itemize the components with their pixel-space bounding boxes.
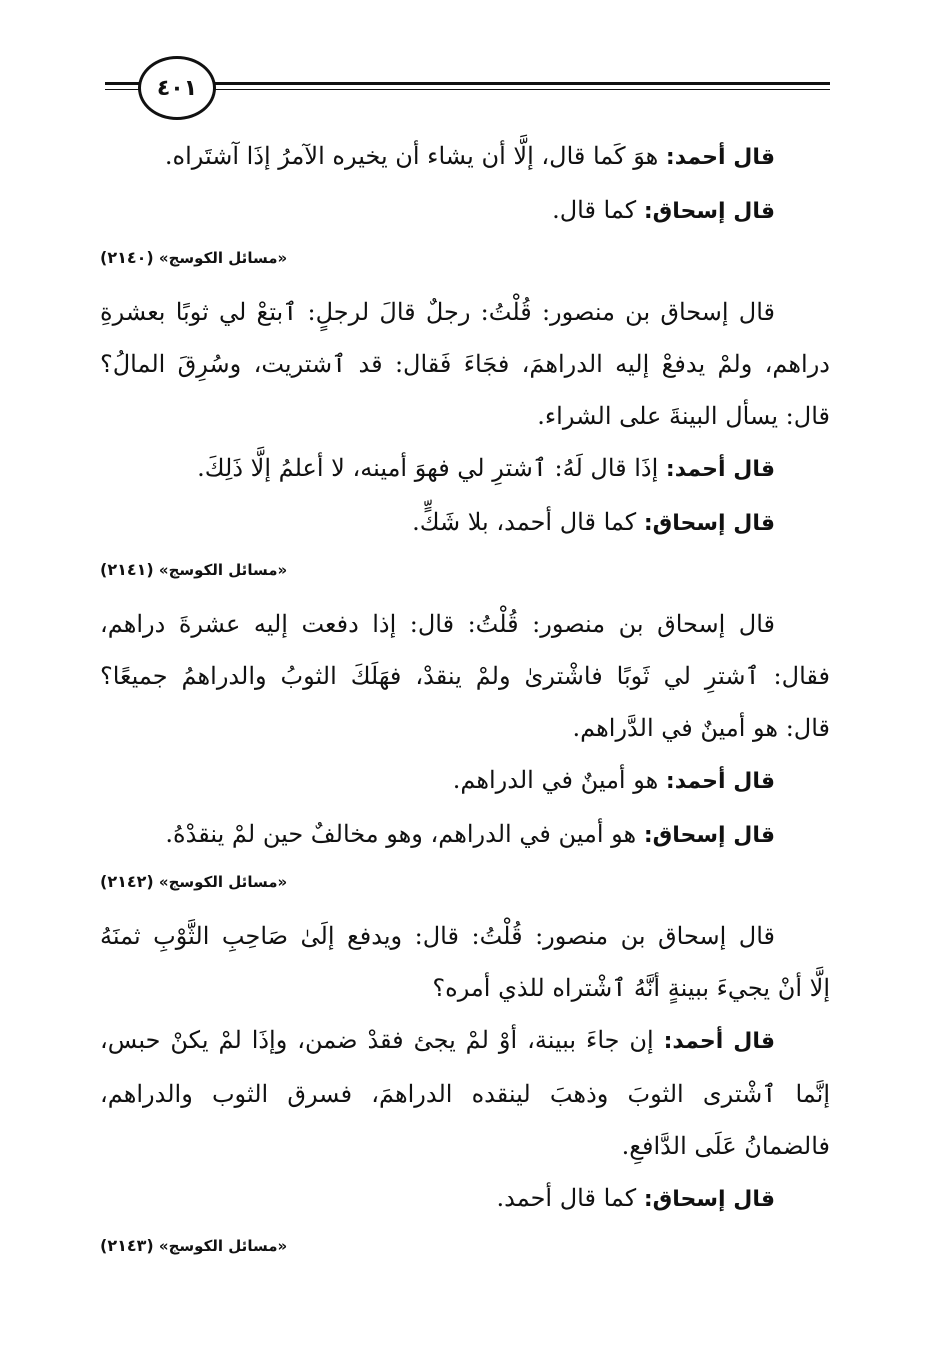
text-line bbox=[100, 338, 830, 390]
source-reference bbox=[100, 244, 830, 272]
line-text: كما قال. bbox=[552, 196, 644, 224]
text-line bbox=[100, 650, 830, 702]
text-line bbox=[100, 1068, 830, 1120]
line-text: هو أمين في الدراهم، وهو مخالفٌ حين لمْ ينقدْهُ. bbox=[165, 820, 644, 848]
speaker-label: قال إسحاق: bbox=[643, 199, 775, 224]
line-text: قال إسحاق بن منصور: قُلْتُ: قال: إذا دفعت إليه عشرةَ دراهم، bbox=[100, 610, 775, 638]
line-text: إنَّما ٱشْترى الثوبَ وذهبَ لينقده الدراهمَ، فسرق الثوب والدراهم، bbox=[100, 1080, 830, 1108]
speaker-label: قال أحمد: bbox=[665, 769, 775, 794]
speaker-label: قال أحمد: bbox=[665, 457, 775, 482]
text-line bbox=[100, 184, 830, 238]
text-line bbox=[100, 1014, 830, 1068]
source-reference bbox=[100, 1232, 830, 1260]
text-line bbox=[100, 598, 830, 650]
text-line bbox=[100, 496, 830, 550]
source-reference bbox=[100, 556, 830, 584]
source-number: (٢١٤٢) bbox=[100, 872, 154, 891]
speaker-label: قال إسحاق: bbox=[643, 511, 775, 536]
speaker-label: قال إسحاق: bbox=[643, 1187, 775, 1212]
text-line bbox=[100, 1120, 830, 1172]
source-label: «مسائل الكوسج» bbox=[158, 873, 288, 891]
line-text: قال إسحاق بن منصور: قُلْتُ: قال: ويدفع إلَىٰ صَاحِبِ الثَّوْبِ ثمنَهُ bbox=[100, 922, 775, 950]
line-text: فقال: ٱشترِ لي ثَوبًا فاشْترىٰ ولمْ ينقدْ، فهَلَكَ الثوبُ والدراهمُ جميعًا؟ bbox=[100, 662, 830, 690]
line-text: قال: هو أمينٌ في الدَّراهم. bbox=[572, 714, 830, 742]
text-line bbox=[100, 910, 830, 962]
line-text: فالضمانُ عَلَى الدَّافعِ. bbox=[621, 1132, 830, 1160]
text-line bbox=[100, 1172, 830, 1226]
speaker-label: قال أحمد: bbox=[665, 145, 775, 170]
source-number: (٢١٤٠) bbox=[100, 248, 154, 267]
line-text: هوَ كَما قال، إلَّا أن يشاء أن يخيره الآمرُ إذَا آشتَراه. bbox=[164, 142, 666, 170]
source-reference bbox=[100, 868, 830, 896]
line-text: إذَا قال لَهُ: ٱشترِ لي فهوَ أمينه، لا أعلمُ إلَّا ذَلِكَ. bbox=[197, 454, 666, 482]
speaker-label: قال أحمد: bbox=[663, 1029, 775, 1054]
line-text: قال إسحاق بن منصور: قُلْتُ: رجلٌ قالَ لرجلٍ: ٱبتعْ لي ثوبًا بعشرةِ bbox=[100, 298, 775, 326]
line-text: إلَّا أنْ يجيءَ ببينةٍ أنَّهُ ٱشْتراه للذي أمره؟ bbox=[432, 974, 830, 1002]
page-number-badge bbox=[138, 56, 216, 120]
text-line bbox=[100, 390, 830, 442]
text-line bbox=[100, 702, 830, 754]
source-number: (٢١٤٣) bbox=[100, 1236, 154, 1255]
source-number: (٢١٤١) bbox=[100, 560, 154, 579]
text-line bbox=[100, 442, 830, 496]
source-label: «مسائل الكوسج» bbox=[158, 249, 288, 267]
text-line bbox=[100, 754, 830, 808]
text-line bbox=[100, 130, 830, 184]
line-text: قال: يسأل البينةَ على الشراء. bbox=[537, 402, 830, 430]
speaker-label: قال إسحاق: bbox=[643, 823, 775, 848]
text-line bbox=[100, 962, 830, 1014]
line-text: هو أمينٌ في الدراهم. bbox=[452, 766, 666, 794]
line-text: كما قال أحمد. bbox=[496, 1184, 644, 1212]
page-number: ٤٠١ bbox=[156, 75, 198, 101]
line-text: كما قال أحمد، بلا شَكٍّ. bbox=[412, 508, 644, 536]
source-label: «مسائل الكوسج» bbox=[158, 561, 288, 579]
line-text: دراهم، ولمْ يدفعْ إليه الدراهمَ، فجَاءَ فَقال: قد ٱشتريت، وسُرِقَ المالُ؟ bbox=[100, 350, 830, 378]
source-label: «مسائل الكوسج» bbox=[158, 1237, 288, 1255]
line-text: إن جاءَ ببينة، أوْ لمْ يجئ فقدْ ضمن، وإذَا لمْ يكنْ حبس، bbox=[100, 1026, 664, 1054]
page-body bbox=[100, 130, 830, 1274]
text-line bbox=[100, 286, 830, 338]
text-line bbox=[100, 808, 830, 862]
